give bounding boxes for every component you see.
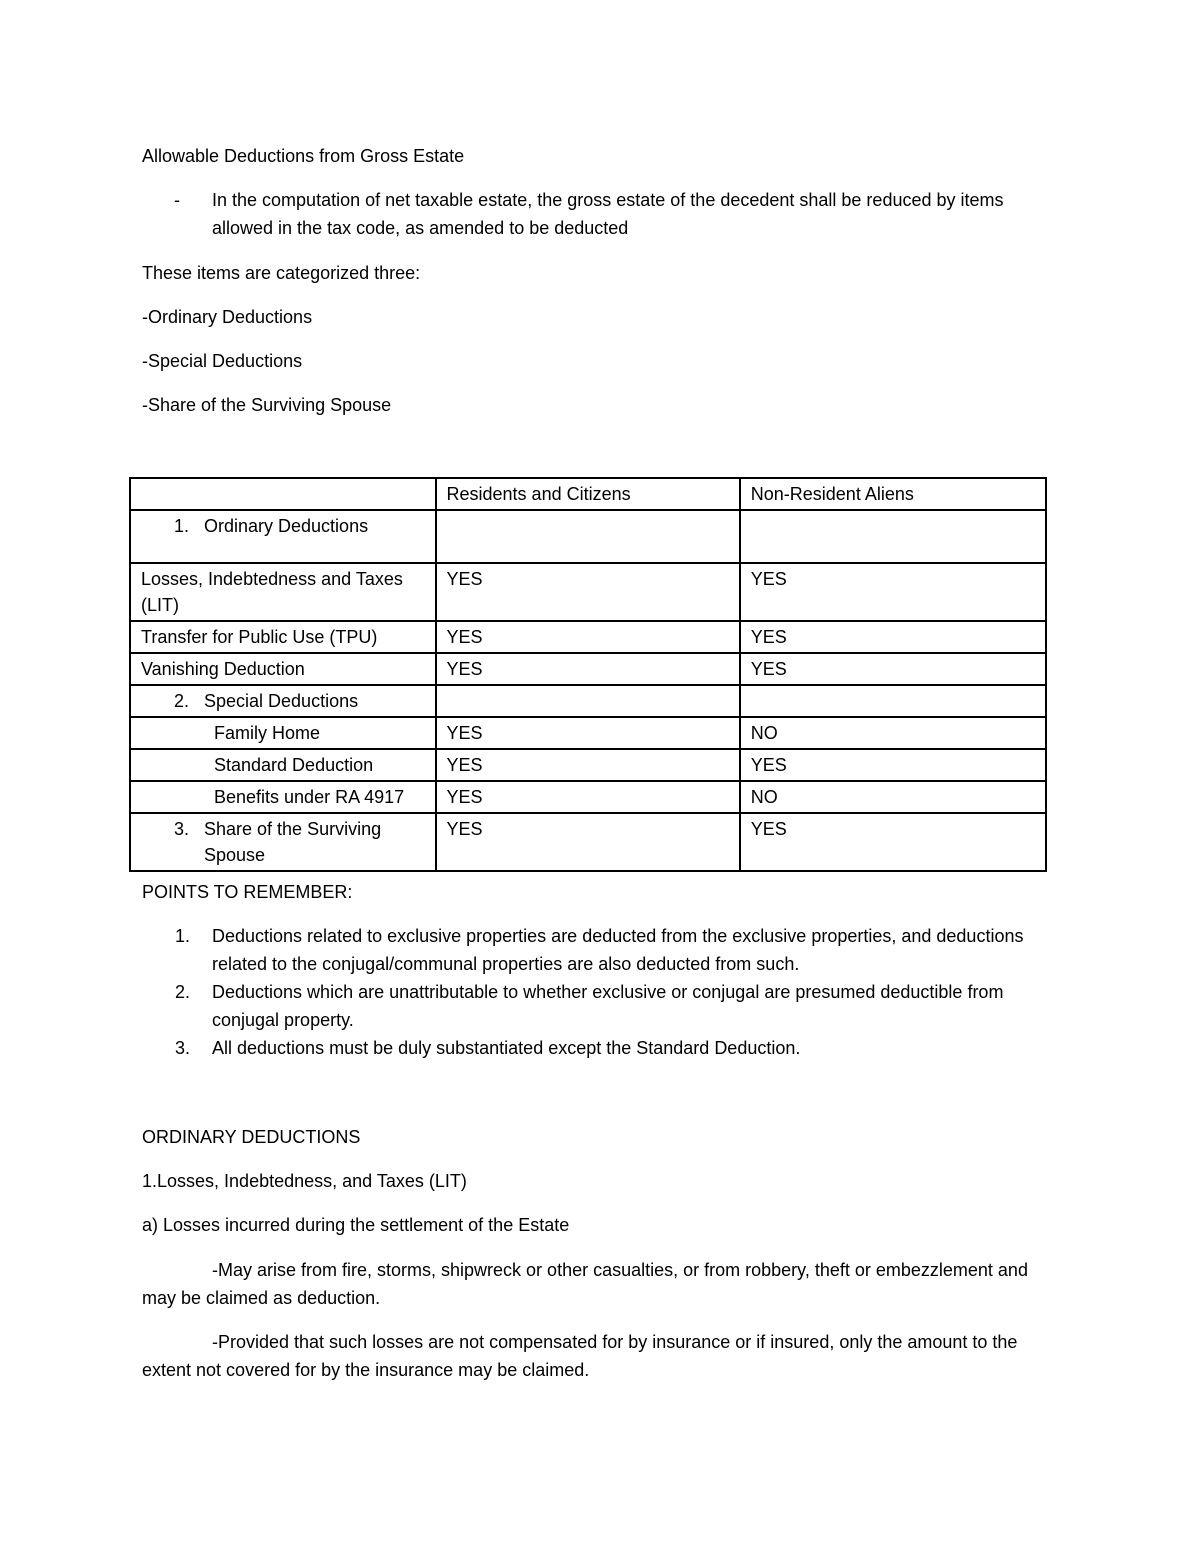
list-text: Deductions related to exclusive properties are deducted from the exclusive properties, and deductions related to the conjugal/communal properties are also deducted from such. <box>212 926 1024 974</box>
list-number: 2. <box>175 982 191 1002</box>
table-cell-nra: YES <box>740 563 1046 621</box>
table-row <box>130 510 1046 563</box>
table-cell-nra: NO <box>740 717 1046 749</box>
table-header-cell <box>130 478 436 510</box>
categories-intro: These items are categorized three: <box>142 263 421 283</box>
table-cell-rc <box>436 510 740 563</box>
table-row <box>130 781 1046 813</box>
table-row <box>130 685 1046 717</box>
list-item <box>142 978 1052 1034</box>
points-title: POINTS TO REMEMBER: <box>142 882 353 902</box>
table-cell-label: Vanishing Deduction <box>130 653 436 685</box>
table-row <box>130 813 1046 871</box>
table-cell-rc: YES <box>436 717 740 749</box>
row-label: Ordinary Deductions <box>204 516 369 536</box>
item-title: a) Losses incurred during the settlement of the Estate <box>142 1215 570 1235</box>
list-text: Deductions which are unattributable to whether exclusive or conjugal are presumed deductible from conjugal property. <box>212 982 1004 1030</box>
table-cell-rc: YES <box>436 563 740 621</box>
points-list <box>142 922 1052 1062</box>
list-text: All deductions must be duly substantiated except the Standard Deduction. <box>212 1038 801 1058</box>
table-cell-rc: YES <box>436 813 740 871</box>
subsection-title: 1.Losses, Indebtedness, and Taxes (LIT) <box>142 1171 467 1191</box>
table-cell-label: Losses, Indebtedness and Taxes (LIT) <box>130 563 436 621</box>
table-cell-rc: YES <box>436 653 740 685</box>
table-row <box>130 717 1046 749</box>
table-cell-label <box>130 717 436 749</box>
table-cell-nra: YES <box>740 653 1046 685</box>
table-cell-rc: YES <box>436 781 740 813</box>
row-label: Share of the Surviving Spouse <box>204 819 382 865</box>
intro-text: In the computation of net taxable estate, the gross estate of the decedent shall be reduced by items allowed in the tax code, as amended to be deducted <box>212 190 1004 238</box>
row-number: 1. <box>174 516 190 536</box>
row-label: Standard Deduction <box>214 755 374 775</box>
page-title: Allowable Deductions from Gross Estate <box>142 146 465 166</box>
section-title: ORDINARY DEDUCTIONS <box>142 1127 361 1147</box>
table-cell-label <box>130 510 436 563</box>
row-label: Benefits under RA 4917 <box>214 787 405 807</box>
table-cell-nra <box>740 685 1046 717</box>
paragraph: -Provided that such losses are not compensated for by insurance or if insured, only the amount to the extent not covered for by the insurance may be claimed. <box>142 1332 1018 1380</box>
intro-bullet <box>142 186 1052 242</box>
table-cell-rc: YES <box>436 749 740 781</box>
paragraph: -May arise from fire, storms, shipwreck or other casualties, or from robbery, theft or embezzlement and may be claimed as deduction. <box>142 1260 1028 1308</box>
dash-marker: - <box>174 190 180 210</box>
table-row <box>130 621 1046 653</box>
list-number: 1. <box>175 926 191 946</box>
list-item <box>142 1034 1052 1062</box>
category-item: -Special Deductions <box>142 351 303 371</box>
row-number: 3. <box>174 819 190 839</box>
table-row <box>130 653 1046 685</box>
table-row <box>130 563 1046 621</box>
row-label: Family Home <box>214 723 321 743</box>
row-number: 2. <box>174 691 190 711</box>
table-header-cell: Non-Resident Aliens <box>740 478 1046 510</box>
table-cell-nra: NO <box>740 781 1046 813</box>
category-item: -Share of the Surviving Spouse <box>142 395 392 415</box>
table-cell-rc <box>436 685 740 717</box>
table-cell-nra: YES <box>740 621 1046 653</box>
table-row <box>130 749 1046 781</box>
deductions-table <box>129 477 1047 872</box>
table-cell-label <box>130 685 436 717</box>
table-cell-label <box>130 781 436 813</box>
list-item <box>142 922 1052 978</box>
table-cell-label <box>130 813 436 871</box>
row-label: Special Deductions <box>204 691 359 711</box>
table-cell-rc: YES <box>436 621 740 653</box>
table-cell-nra: YES <box>740 813 1046 871</box>
category-item: -Ordinary Deductions <box>142 307 313 327</box>
table-cell-label <box>130 749 436 781</box>
table-header-row <box>130 478 1046 510</box>
table-cell-nra: YES <box>740 749 1046 781</box>
table-header-cell: Residents and Citizens <box>436 478 740 510</box>
list-number: 3. <box>175 1038 191 1058</box>
table-cell-label: Transfer for Public Use (TPU) <box>130 621 436 653</box>
table-cell-nra <box>740 510 1046 563</box>
